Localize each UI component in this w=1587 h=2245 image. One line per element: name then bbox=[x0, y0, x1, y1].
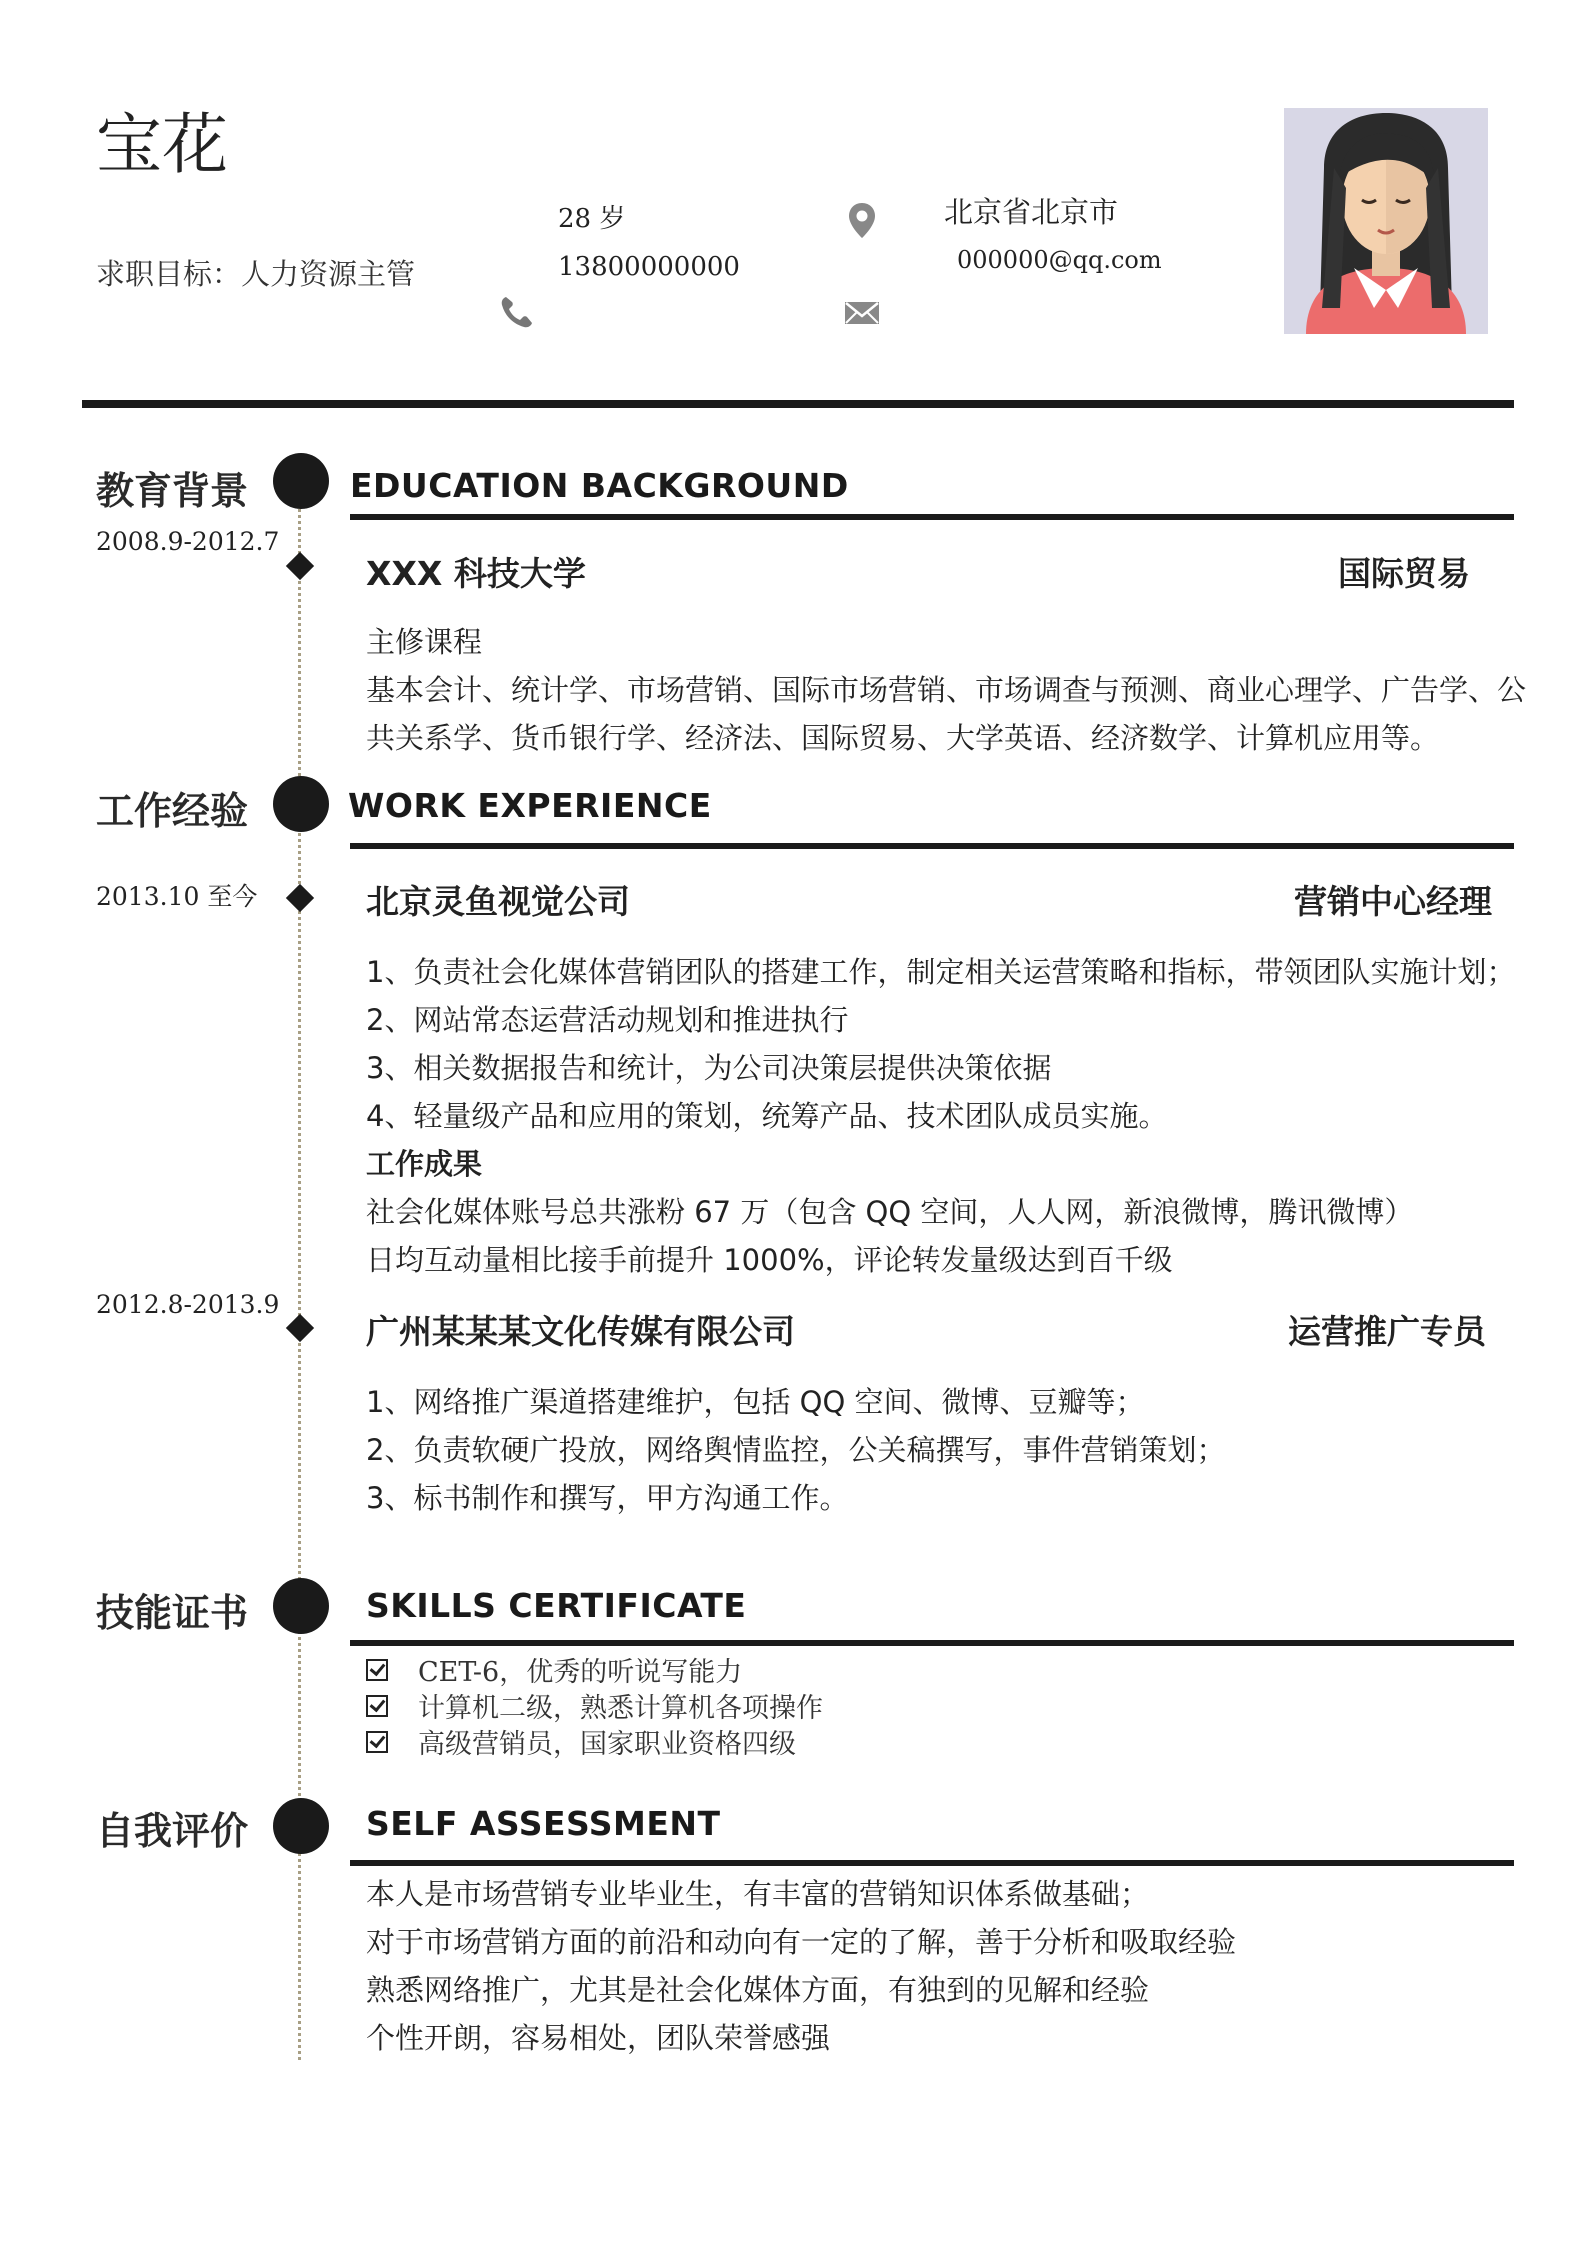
company-name: 北京灵鱼视觉公司 bbox=[366, 882, 630, 921]
email: 000000@qq.com bbox=[957, 246, 1162, 274]
job-role: 营销中心经理 bbox=[1294, 882, 1492, 921]
self-line: 熟悉网络推广，尤其是社会化媒体方面，有独到的见解和经验 bbox=[366, 1973, 1150, 2007]
age: 28 岁 bbox=[558, 204, 626, 234]
skill-item bbox=[366, 1650, 742, 1689]
self-dot bbox=[273, 1798, 329, 1854]
work-dot bbox=[273, 776, 329, 832]
skill-text: 高级营销员，国家职业资格四级 bbox=[418, 1729, 796, 1760]
work-rule bbox=[350, 843, 1514, 849]
course-label: 主修课程 bbox=[366, 625, 483, 659]
duty-item: 3、标书制作和撰写，甲方沟通工作。 bbox=[366, 1481, 849, 1515]
education-title-cn: 教育背景 bbox=[96, 469, 249, 513]
work-title-cn: 工作经验 bbox=[96, 789, 249, 833]
work-title-en: WORK EXPERIENCE bbox=[348, 786, 712, 825]
duty-item: 3、相关数据报告和统计，为公司决策层提供决策依据 bbox=[366, 1051, 1052, 1085]
self-title-en: SELF ASSESSMENT bbox=[366, 1804, 721, 1843]
duty-item: 2、网站常态运营活动规划和推进执行 bbox=[366, 1003, 849, 1037]
duty-item: 1、负责社会化媒体营销团队的搭建工作，制定相关运营策略和指标，带领团队实施计划； bbox=[366, 955, 1516, 989]
duty-item: 4、轻量级产品和应用的策划，统筹产品、技术团队成员实施。 bbox=[366, 1099, 1168, 1133]
skills-rule bbox=[350, 1640, 1514, 1646]
job-target-label: 求职目标： bbox=[96, 257, 242, 291]
job-date: 2012.8-2013.9 bbox=[96, 1290, 280, 1319]
candidate-name: 宝花 bbox=[96, 106, 228, 183]
school-name: XXX 科技大学 bbox=[366, 554, 586, 593]
course-line: 基本会计、统计学、市场营销、国际市场营销、市场调查与预测、商业心理学、广告学、公 bbox=[366, 673, 1527, 707]
job-role: 运营推广专员 bbox=[1288, 1312, 1486, 1351]
achievement-item: 日均互动量相比接手前提升 1000%，评论转发量级达到百千级 bbox=[366, 1243, 1173, 1277]
education-title-en: EDUCATION BACKGROUND bbox=[350, 466, 849, 505]
duty-item: 1、网络推广渠道搭建维护，包括 QQ 空间、微博、豆瓣等； bbox=[366, 1385, 1145, 1419]
self-title-cn: 自我评价 bbox=[96, 1809, 249, 1853]
job-target-value: 人力资源主管 bbox=[241, 257, 416, 291]
avatar-photo bbox=[1284, 108, 1488, 334]
course-line: 共关系学、货币银行学、经济法、国际贸易、大学英语、经济数学、计算机应用等。 bbox=[366, 721, 1440, 755]
self-line: 个性开朗，容易相处，团队荣誉感强 bbox=[366, 2021, 831, 2055]
skills-title-cn: 技能证书 bbox=[96, 1591, 249, 1635]
skill-text: CET-6，优秀的听说写能力 bbox=[418, 1657, 743, 1688]
job-target bbox=[96, 252, 415, 293]
self-line: 对于市场营销方面的前沿和动向有一定的了解，善于分析和吸取经验 bbox=[366, 1925, 1237, 1959]
education-dot bbox=[273, 453, 329, 509]
checkbox-icon bbox=[366, 1731, 388, 1753]
phone-icon bbox=[497, 292, 537, 332]
job-date: 2013.10 至今 bbox=[96, 882, 258, 911]
skill-item bbox=[366, 1722, 796, 1761]
checkbox-icon bbox=[366, 1695, 388, 1717]
self-rule bbox=[350, 1860, 1514, 1866]
self-line: 本人是市场营销专业毕业生，有丰富的营销知识体系做基础； bbox=[366, 1877, 1150, 1911]
achievement-item: 社会化媒体账号总共涨粉 67 万（包含 QQ 空间，人人网，新浪微博，腾讯微博） bbox=[366, 1195, 1414, 1229]
skill-item bbox=[366, 1686, 823, 1725]
education-rule bbox=[350, 514, 1514, 520]
job-marker bbox=[286, 1314, 314, 1342]
email-icon bbox=[842, 292, 882, 332]
checkbox-icon bbox=[366, 1659, 388, 1681]
job-marker bbox=[286, 884, 314, 912]
education-date: 2008.9-2012.7 bbox=[96, 527, 280, 556]
skill-text: 计算机二级，熟悉计算机各项操作 bbox=[418, 1693, 823, 1724]
phone-number: 13800000000 bbox=[558, 252, 740, 282]
header-divider bbox=[82, 400, 1514, 408]
skills-dot bbox=[273, 1578, 329, 1634]
location: 北京省北京市 bbox=[944, 195, 1119, 229]
company-name: 广州某某某文化传媒有限公司 bbox=[366, 1312, 795, 1351]
education-marker bbox=[286, 552, 314, 580]
achievements-label: 工作成果 bbox=[366, 1147, 483, 1181]
skills-title-en: SKILLS CERTIFICATE bbox=[366, 1586, 747, 1625]
location-pin-icon bbox=[842, 200, 882, 240]
major: 国际贸易 bbox=[1338, 554, 1470, 593]
duty-item: 2、负责软硬广投放，网络舆情监控，公关稿撰写，事件营销策划； bbox=[366, 1433, 1226, 1467]
